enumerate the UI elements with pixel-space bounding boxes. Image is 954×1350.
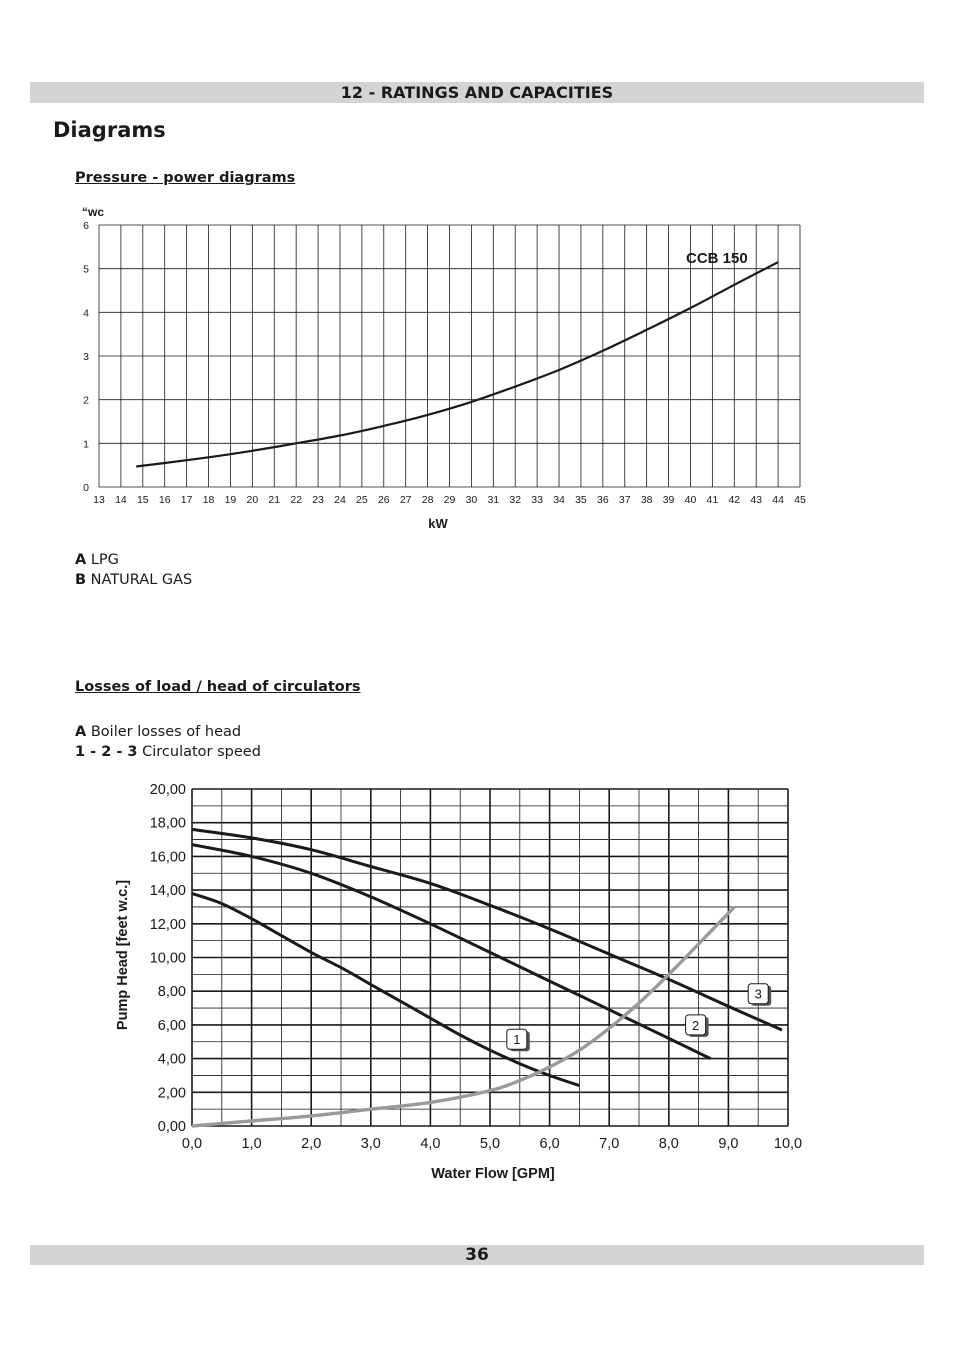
x-tick-label: 6,0: [539, 1136, 560, 1152]
legend-key: A: [75, 724, 87, 740]
pressure-section-title: Pressure - power diagrams: [75, 170, 296, 186]
x-tick-label: 37: [618, 494, 631, 506]
page-number: 36: [465, 1245, 489, 1265]
x-tick-label: 27: [399, 494, 412, 506]
y-tick-label: 2: [83, 394, 89, 407]
page-number-bar: [30, 1245, 924, 1265]
y-tick-label: 0: [83, 482, 89, 494]
series-line-speed-1: [192, 894, 579, 1086]
x-tick-label: 43: [750, 494, 763, 506]
x-tick-label: 20: [246, 494, 259, 506]
x-tick-label: 25: [356, 494, 368, 506]
page-title: Diagrams: [53, 118, 166, 142]
legend-text: NATURAL GAS: [90, 571, 193, 588]
legend-key: 1 - 2 - 3: [75, 743, 138, 760]
x-tick-label: 24: [334, 494, 346, 506]
x-axis-label: Water Flow [GPM]: [431, 1166, 555, 1182]
y-tick-label: 3: [83, 351, 89, 363]
y-tick-label: 20,00: [149, 782, 186, 798]
y-tick-label: 8,00: [157, 984, 186, 1001]
y-axis-label: “wc: [82, 205, 105, 219]
x-tick-label: 22: [290, 494, 302, 506]
x-tick-label: 34: [553, 494, 565, 506]
legend-text: Boiler losses of head: [90, 724, 242, 740]
x-tick-label: 42: [728, 494, 741, 506]
x-tick-label: 41: [706, 494, 719, 506]
x-tick-label: 13: [93, 494, 105, 506]
x-tick-label: 23: [312, 494, 324, 506]
y-tick-label: 0,00: [157, 1119, 186, 1135]
x-tick-label: 8,0: [658, 1136, 679, 1152]
x-tick-label: 38: [640, 494, 653, 506]
x-tick-label: 10,0: [773, 1136, 803, 1152]
legend-key: A: [75, 552, 87, 568]
y-tick-label: 5: [83, 263, 89, 276]
x-tick-label: 4,0: [420, 1136, 441, 1152]
series-label: CCB 150: [686, 250, 748, 267]
x-tick-label: 36: [597, 494, 609, 506]
section-header-title: 12 - RATINGS AND CAPACITIES: [340, 83, 614, 102]
x-tick-label: 33: [531, 494, 543, 506]
x-tick-label: 18: [202, 494, 215, 506]
legend-key: B: [75, 571, 87, 588]
x-tick-label: 1,0: [241, 1136, 262, 1152]
series-label: 2: [692, 1017, 700, 1033]
y-tick-label: 1: [83, 438, 89, 451]
legend-text: Circulator speed: [142, 743, 261, 760]
x-tick-label: 40: [684, 494, 697, 506]
x-tick-label: 7,0: [599, 1136, 620, 1152]
x-tick-label: 5,0: [479, 1136, 501, 1152]
x-tick-label: 45: [794, 494, 806, 506]
series-line-ccb150: [136, 262, 778, 466]
x-tick-label: 29: [443, 494, 456, 506]
x-tick-label: 17: [180, 494, 193, 506]
y-tick-label: 16,00: [149, 849, 186, 866]
x-tick-label: 21: [268, 494, 281, 506]
y-tick-label: 14,00: [149, 883, 186, 900]
y-axis-label: Pump Head [feet w.c.]: [115, 879, 131, 1031]
y-tick-label: 6: [83, 220, 89, 232]
x-tick-label: 2,0: [301, 1136, 322, 1152]
x-tick-label: 32: [509, 494, 522, 506]
y-tick-label: 18,00: [149, 815, 186, 832]
x-tick-label: 14: [115, 494, 127, 506]
y-tick-label: 6,00: [157, 1017, 186, 1034]
series-line-speed-2: [192, 845, 711, 1059]
x-tick-label: 30: [465, 494, 478, 506]
x-tick-label: 0,0: [181, 1136, 203, 1152]
x-tick-label: 31: [487, 494, 500, 506]
y-tick-label: 2,00: [157, 1085, 186, 1102]
y-tick-label: 12,00: [149, 916, 186, 933]
x-tick-label: 44: [772, 494, 784, 506]
x-tick-label: 16: [158, 494, 171, 506]
x-tick-label: 26: [377, 494, 390, 506]
series-label: 1: [513, 1032, 521, 1048]
x-tick-label: 39: [662, 494, 675, 506]
x-tick-label: 35: [575, 494, 587, 506]
legend-text: LPG: [90, 552, 119, 568]
x-tick-label: 3,0: [360, 1136, 381, 1152]
x-tick-label: 28: [421, 494, 434, 506]
series-label: 3: [754, 986, 762, 1002]
x-tick-label: 15: [136, 494, 149, 506]
y-tick-label: 4,00: [157, 1051, 186, 1068]
y-tick-label: 10,00: [149, 950, 186, 967]
x-axis-label: kW: [428, 516, 448, 531]
series-line-speed-3: [192, 829, 782, 1030]
y-tick-label: 4: [83, 307, 89, 320]
x-tick-label: 9,0: [718, 1136, 739, 1152]
x-tick-label: 19: [224, 494, 237, 506]
circulator-section-title: Losses of load / head of circulators: [75, 679, 361, 695]
